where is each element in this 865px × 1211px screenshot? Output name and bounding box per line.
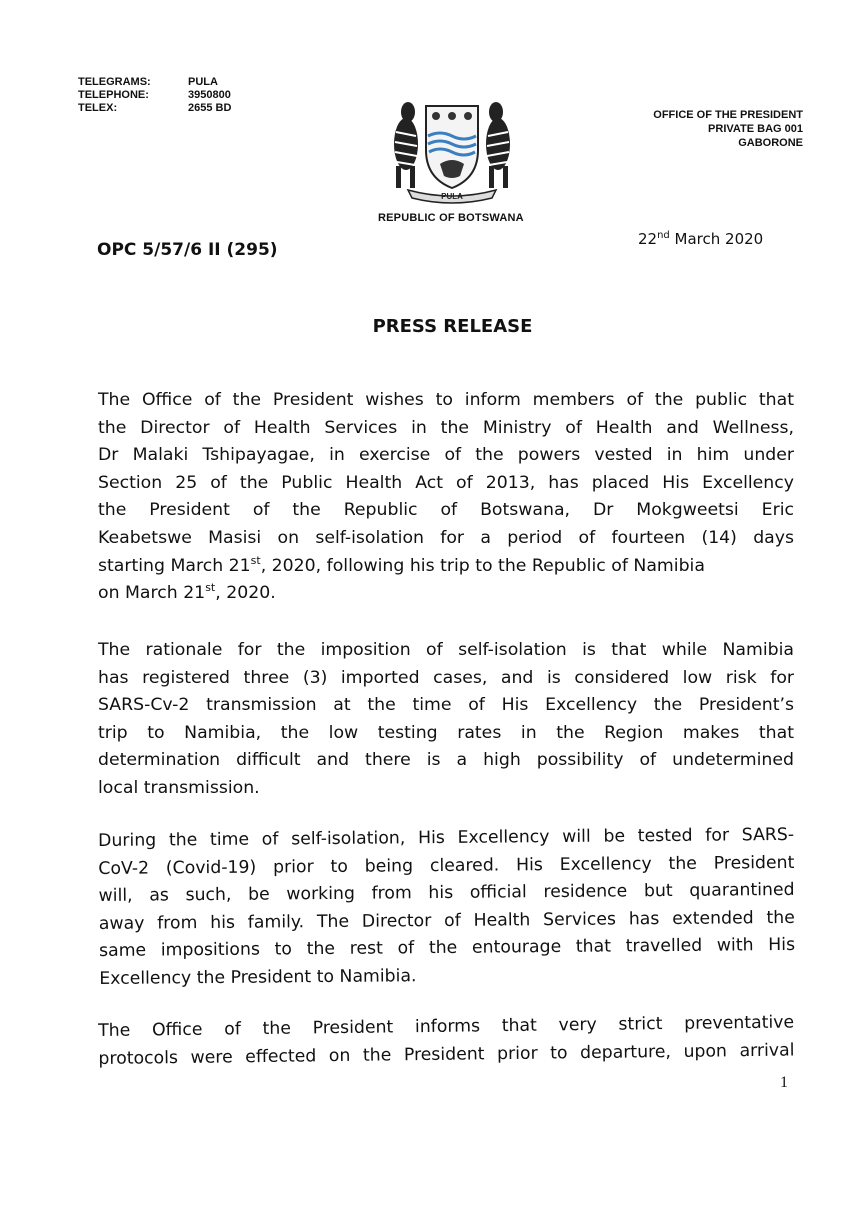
page-title: PRESS RELEASE bbox=[372, 316, 533, 337]
text-line: has registered three (3) imported cases, and is considered low risk for bbox=[98, 667, 794, 688]
text-line: protocols were effected on the President prior to departure, upon arrival bbox=[98, 1040, 795, 1069]
contact-telex bbox=[78, 102, 231, 115]
text-line: Dr Malaki Tshipayagae, in exercise of the powers vested in him under bbox=[98, 445, 794, 466]
text-line: The Office of the President wishes to inform members of the public that bbox=[98, 390, 794, 410]
contact-value: 3950800 bbox=[188, 89, 231, 101]
ordinal-suffix: st bbox=[250, 553, 261, 567]
botswana-coat-of-arms-icon bbox=[378, 92, 526, 204]
office-line: OFFICE OF THE PRESIDENT bbox=[653, 109, 803, 121]
contact-telegrams bbox=[78, 76, 231, 89]
text-line: trip to Namibia, the low testing rates in the Region makes that bbox=[98, 722, 794, 743]
text-line: During the time of self-isolation, His Excellency will be tested for SARS- bbox=[98, 824, 795, 851]
contact-value: PULA bbox=[188, 76, 218, 88]
contact-label: TELEPHONE: bbox=[78, 89, 149, 101]
text-line bbox=[98, 580, 794, 608]
paragraph-1 bbox=[98, 387, 794, 608]
ordinal-suffix: st bbox=[205, 581, 216, 595]
text-line: Section 25 of the Public Health Act of 2013, has placed His Excellency bbox=[98, 472, 794, 493]
text-line: same impositions to the rest of the entourage that travelled with His bbox=[98, 935, 796, 962]
reference-number: OPC 5/57/6 II (295) bbox=[97, 240, 278, 260]
text-line: Keabetswe Masisi on self-isolation for a period of fourteen (14) days bbox=[98, 527, 794, 548]
text-line: the President of the Republic of Botswana, Dr Mokgweetsi Eric bbox=[98, 500, 794, 521]
text-line: Excellency the President to Namibia. bbox=[99, 966, 417, 989]
contact-telephone bbox=[78, 89, 231, 102]
text-line: the Director of Health Services in the Ministry of Health and Wellness, bbox=[98, 417, 794, 438]
text-run: , 2020. bbox=[215, 583, 276, 604]
paragraph-2 bbox=[98, 637, 794, 803]
office-address bbox=[653, 108, 803, 150]
text-run: , 2020, following his trip to the Republic of Namibia bbox=[260, 555, 705, 576]
date-suffix: nd bbox=[657, 230, 670, 241]
text-line: SARS-Cv-2 transmission at the time of His Excellency the President’s bbox=[98, 695, 794, 716]
contact-block bbox=[78, 76, 231, 115]
crest-motto: PULA bbox=[441, 192, 463, 201]
text-line: will, as such, be working from his official residence but quarantined bbox=[98, 880, 795, 907]
paragraph-4 bbox=[98, 1009, 795, 1073]
text-run: starting March 21 bbox=[98, 555, 251, 576]
office-line: PRIVATE BAG 001 bbox=[708, 123, 803, 135]
text-run: on March 21 bbox=[98, 583, 206, 604]
text-line bbox=[98, 553, 794, 581]
country-name: REPUBLIC OF BOTSWANA bbox=[378, 212, 524, 224]
page-number: 1 bbox=[780, 1074, 788, 1091]
text-line: The rationale for the imposition of self-isolation is that while Namibia bbox=[98, 640, 794, 660]
text-line: CoV-2 (Covid-19) prior to being cleared. His Excellency the President bbox=[98, 852, 795, 879]
contact-label: TELEGRAMS: bbox=[78, 76, 151, 88]
text-line: local transmission. bbox=[98, 777, 260, 798]
date-rest: March 2020 bbox=[669, 230, 764, 248]
paragraph-3 bbox=[98, 822, 795, 994]
office-line: GABORONE bbox=[738, 137, 803, 149]
text-line: away from his family. The Director of Health Services has extended the bbox=[98, 907, 795, 934]
text-line: The Office of the President informs that very strict preventative bbox=[98, 1012, 795, 1041]
contact-label: TELEX: bbox=[78, 102, 118, 114]
document-date bbox=[638, 230, 763, 248]
text-line: determination difficult and there is a high possibility of undetermined bbox=[98, 750, 794, 771]
contact-value: 2655 BD bbox=[188, 102, 232, 114]
date-day: 22 bbox=[638, 230, 658, 248]
